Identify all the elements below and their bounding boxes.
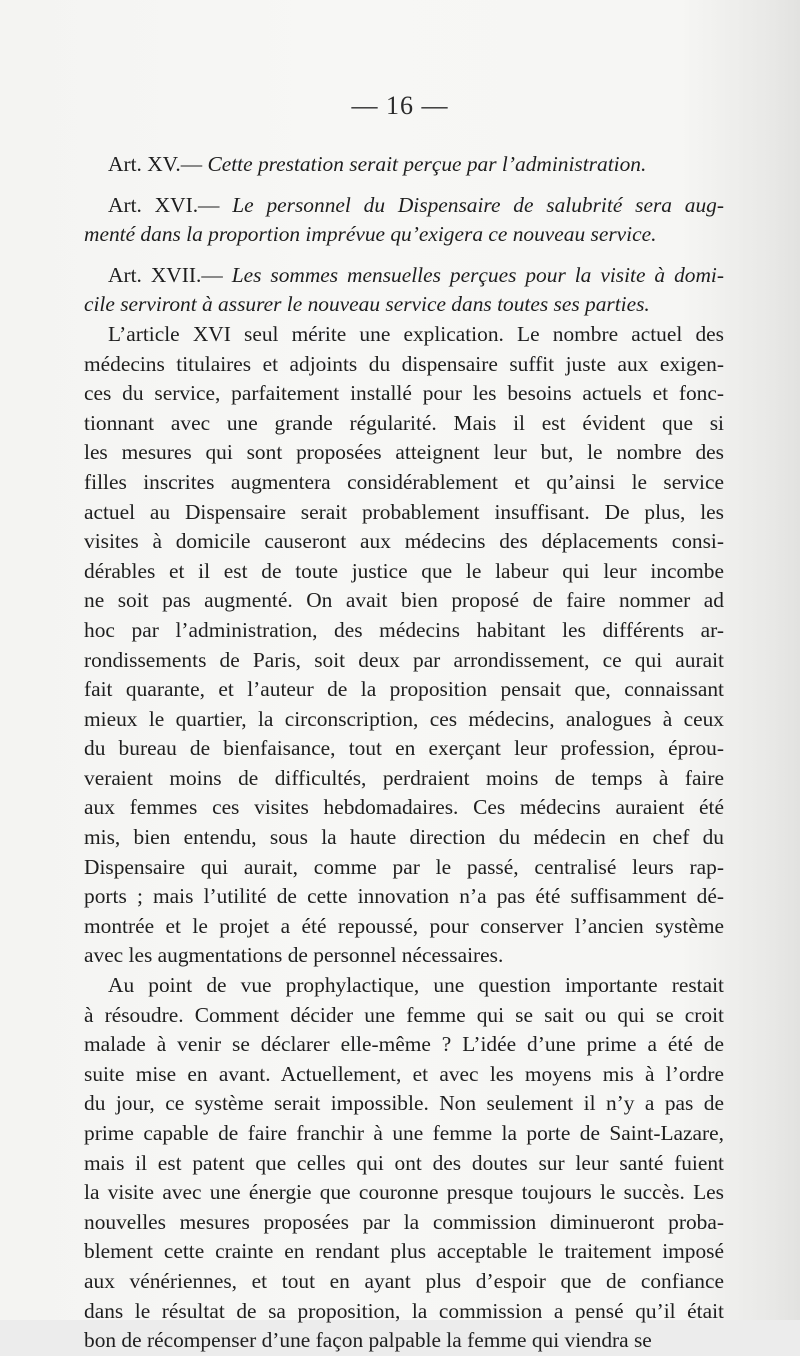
page-body xyxy=(84,150,724,1356)
text-line: ne soit pas augmenté. On avait bien proposé de faire nommer ad xyxy=(84,588,724,613)
article-text: Cette prestation serait perçue par l’administration. xyxy=(207,152,647,176)
article-line xyxy=(84,191,724,221)
paragraph-explanation xyxy=(84,320,724,971)
text-line: ces du service, parfaitement installé pour les besoins actuels et fonc- xyxy=(84,381,724,406)
article-xvi xyxy=(84,191,724,250)
text-line: suite mise en avant. Actuellement, et avec les moyens mis à l’ordre xyxy=(84,1061,724,1086)
text-line: à résoudre. Comment décider une femme qui se sait ou qui se croit xyxy=(84,1002,724,1027)
text-line: dérables et il est de toute justice que le labeur qui leur incombe xyxy=(84,558,724,583)
text-line: tionnant avec une grande régularité. Mais il est évident que si xyxy=(84,410,724,435)
text-line: rondissements de Paris, soit deux par arrondissement, ce qui aurait xyxy=(84,647,724,672)
text-line: mieux le quartier, la circonscription, ces médecins, analogues à ceux xyxy=(84,706,724,731)
article-line xyxy=(84,150,724,180)
article-line: cile serviront à assurer le nouveau service dans toutes ses parties. xyxy=(84,292,650,317)
text-line: dans le résultat de sa proposition, la commission a pensé qu’il était xyxy=(84,1298,724,1323)
text-line: bon de récompenser d’une façon palpable la femme qui viendra se xyxy=(84,1328,652,1353)
text-line: Dispensaire qui aurait, comme par le passé, centralisé leurs rap- xyxy=(84,854,724,879)
text-line: actuel au Dispensaire serait probablement insuffisant. De plus, les xyxy=(84,499,724,524)
paragraph-prophylaxis xyxy=(84,971,724,1356)
text-line: du jour, ce système serait impossible. Non seulement il n’y a pas de xyxy=(84,1091,724,1116)
text-line: prime capable de faire franchir à une femme la porte de Saint-Lazare, xyxy=(84,1121,724,1145)
article-line: menté dans la proportion imprévue qu’exigera ce nouveau service. xyxy=(84,222,657,247)
article-xvii xyxy=(84,261,724,320)
article-text: Les sommes mensuelles perçues pour la visite à domi- xyxy=(231,262,724,287)
article-label: Art. XVII.— xyxy=(108,262,223,287)
text-line: avec les augmentations de personnel nécessaires. xyxy=(84,943,504,968)
text-line: les mesures qui sont proposées atteignent leur but, le nombre des xyxy=(84,440,724,465)
page-number: — 16 — xyxy=(351,91,449,120)
text-line: nouvelles mesures proposées par la commission diminueront proba- xyxy=(84,1209,724,1234)
article-line xyxy=(84,261,724,291)
text-line: ports ; mais l’utilité de cette innovation n’a pas été suffisamment dé- xyxy=(84,884,724,909)
text-line: filles inscrites augmentera considérablement et qu’ainsi le service xyxy=(84,469,724,494)
text-line: montrée et le projet a été repoussé, pour conserver l’ancien système xyxy=(84,913,724,938)
text-line: la visite avec une énergie que couronne presque toujours le succès. Les xyxy=(84,1180,724,1205)
text-line: blement cette crainte en rendant plus acceptable le traitement imposé xyxy=(84,1239,724,1264)
article-label: Art. XVI.— xyxy=(108,192,220,217)
text-line: hoc par l’administration, des médecins habitant les différents ar- xyxy=(84,617,724,642)
text-line: aux vénériennes, et tout en ayant plus d’espoir que de confiance xyxy=(84,1268,724,1293)
text-line: mais il est patent que celles qui ont des doutes sur leur santé fuient xyxy=(84,1150,724,1175)
text-line: médecins titulaires et adjoints du dispensaire suffit juste aux exigen- xyxy=(84,351,724,376)
text-line: mis, bien entendu, sous la haute direction du médecin en chef du xyxy=(84,825,724,850)
article-label: Art. XV.— xyxy=(108,152,203,176)
text-line: fait quarante, et l’auteur de la proposition pensait que, connaissant xyxy=(84,677,724,702)
article-xv xyxy=(84,150,724,180)
text-line: L’article XVI seul mérite une explication. Le nombre actuel des xyxy=(108,321,724,346)
text-line: visites à domicile causeront aux médecins des déplacements consi- xyxy=(84,529,724,554)
article-text: Le personnel du Dispensaire de salubrité sera aug- xyxy=(232,192,724,217)
text-line: du bureau de bienfaisance, tout en exerçant leur profession, éprou- xyxy=(84,736,724,761)
text-line: malade à venir se déclarer elle-même ? L’idée d’une prime a été de xyxy=(84,1032,724,1057)
text-line: Au point de vue prophylactique, une question importante restait xyxy=(108,973,724,998)
text-line: aux femmes ces visites hebdomadaires. Ces médecins auraient été xyxy=(84,795,724,820)
text-line: veraient moins de difficultés, perdraient moins de temps à faire xyxy=(84,765,724,790)
